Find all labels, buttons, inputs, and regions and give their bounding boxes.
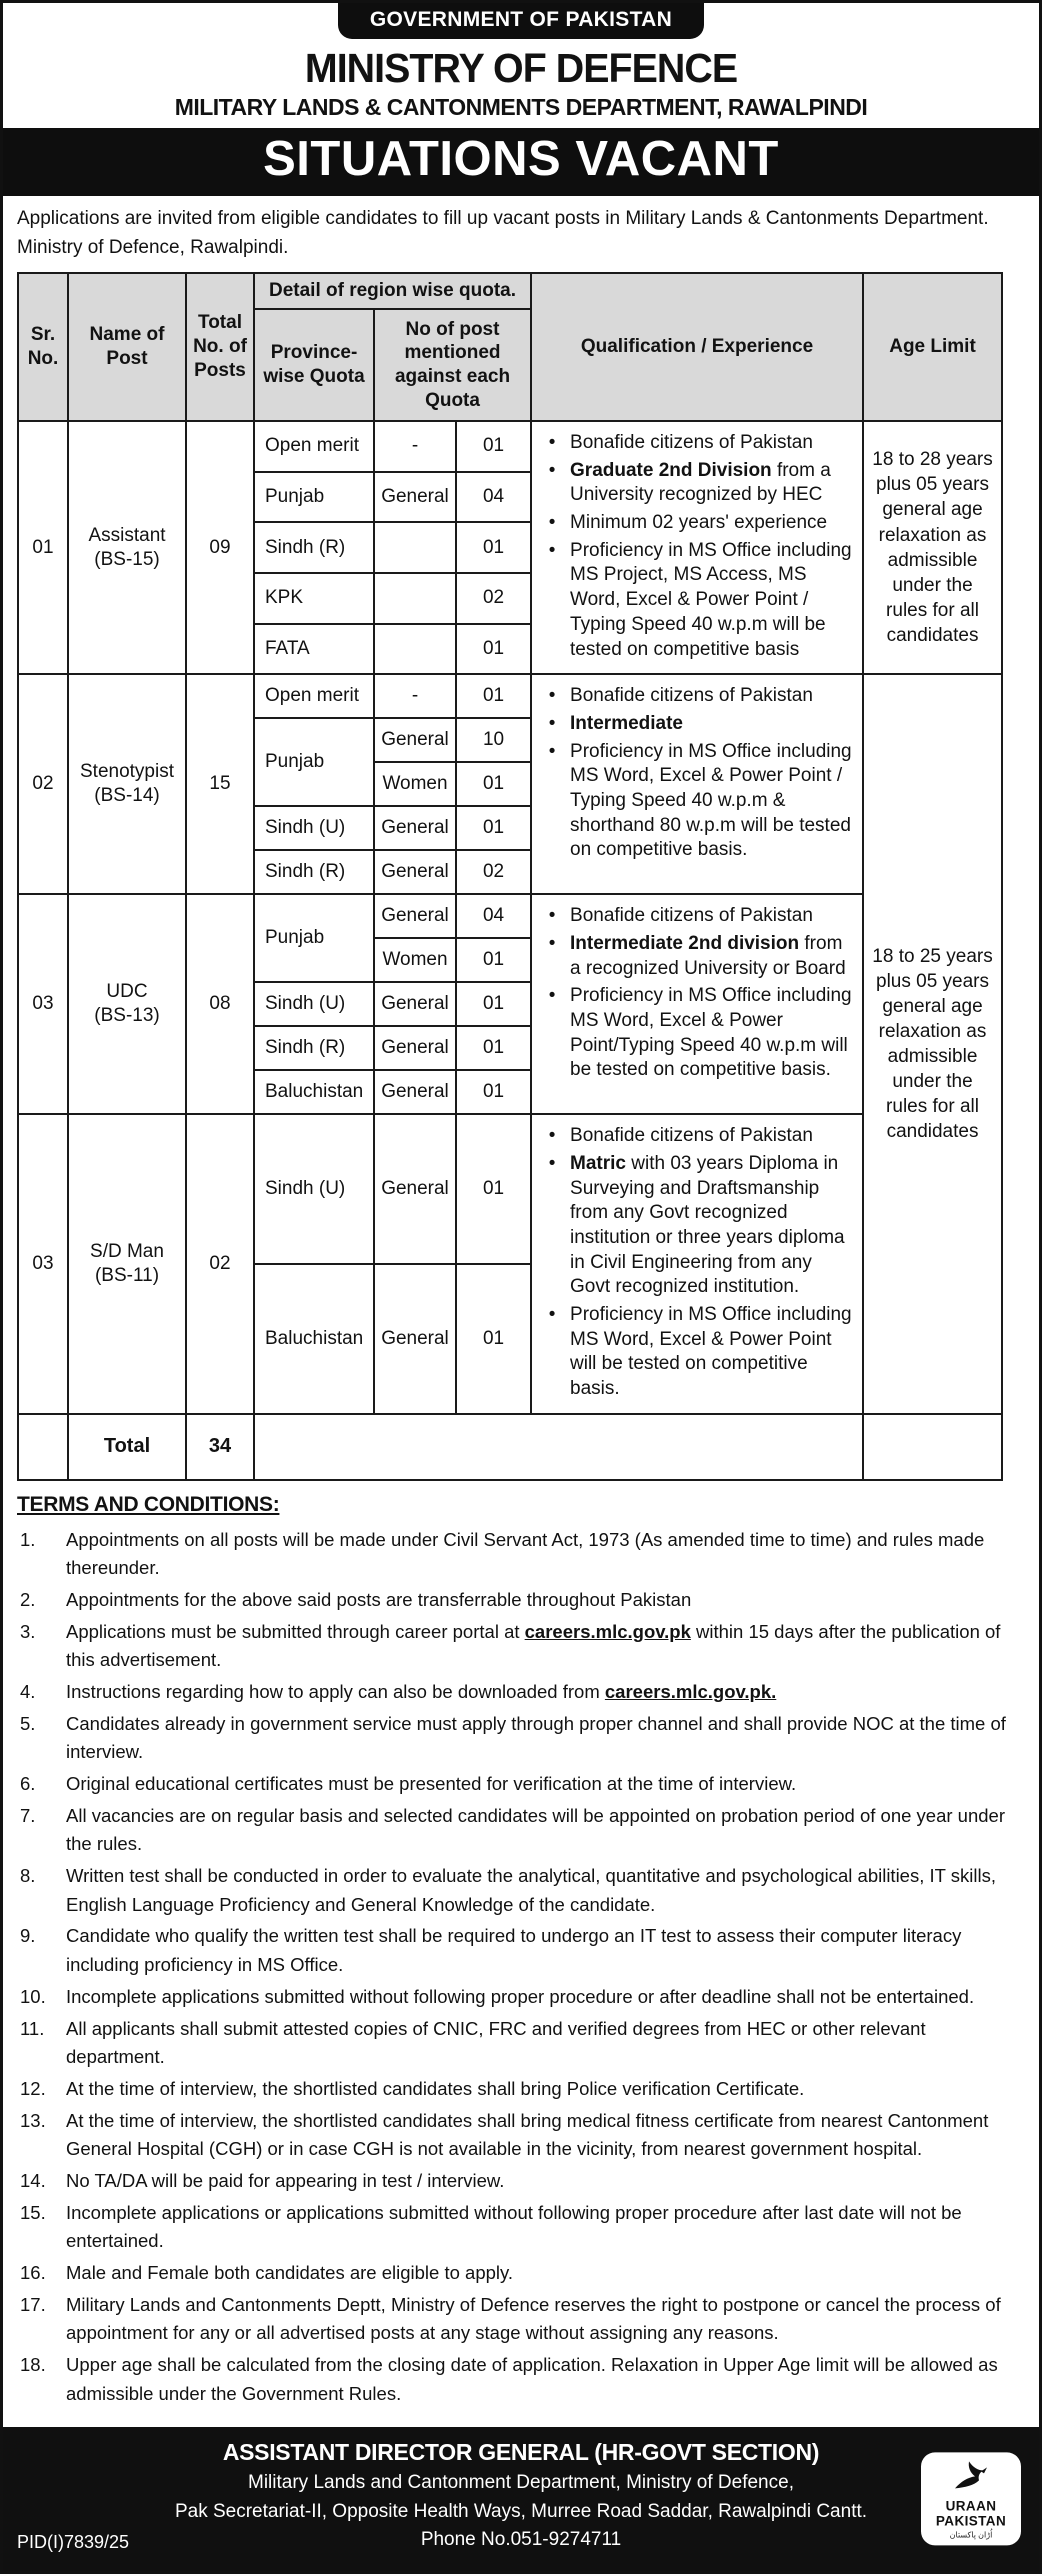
qualification-bullet bbox=[534, 1124, 858, 1149]
bullet-text bbox=[570, 984, 858, 1083]
quota-category-cell: General bbox=[374, 850, 456, 894]
bullet-icon: • bbox=[548, 512, 556, 534]
quota-row bbox=[18, 674, 1002, 718]
quota-category-cell: General bbox=[374, 472, 456, 523]
term-number: 5. bbox=[20, 1712, 36, 1734]
text-run: from a University recognized by HEC bbox=[570, 459, 831, 506]
text-run: from a recognized University or Board bbox=[570, 932, 846, 979]
quota-province-cell: Sindh (U) bbox=[254, 1114, 374, 1264]
bullet-text bbox=[570, 1152, 858, 1300]
text-run: Upper age shall be calculated from the closing date of application. Relaxation in Upper Age limit will be allowed as admissible under the Government Rules. bbox=[66, 2353, 998, 2404]
total-label-cell: Total bbox=[68, 1414, 186, 1480]
qualification-bullet bbox=[534, 1152, 858, 1300]
quota-province-cell: Baluchistan bbox=[254, 1070, 374, 1114]
text-run: At the time of interview, the shortlisted candidates shall bring medical fitness certificate from nearest Cantonment General Hospital (CGH) or in case CGH is not available in the vicinity, from nearest government hospital. bbox=[66, 2109, 989, 2160]
post-name-cell bbox=[68, 674, 186, 894]
quota-count-cell: 01 bbox=[456, 1264, 531, 1414]
quota-province-cell: Sindh (R) bbox=[254, 1026, 374, 1070]
qualification-bullet bbox=[534, 904, 858, 929]
text-run: Instructions regarding how to apply can also be downloaded from bbox=[66, 1681, 605, 1703]
quota-count-cell: 01 bbox=[456, 421, 531, 472]
sr-no-cell: 03 bbox=[18, 1114, 68, 1414]
footer-phone: Phone No.051-9274711 bbox=[420, 2529, 622, 2551]
col-header-province-quota: Province-wise Quota bbox=[254, 309, 374, 421]
total-row bbox=[18, 1414, 1002, 1480]
uraan-bird-icon bbox=[948, 2480, 994, 2497]
quota-count-cell: 01 bbox=[456, 1026, 531, 1070]
quota-province-cell: Open merit bbox=[254, 421, 374, 472]
quota-count-cell: 02 bbox=[456, 573, 531, 624]
quota-province-cell: Punjab bbox=[254, 894, 374, 982]
term-item bbox=[17, 1618, 1023, 1675]
text-run: Minimum 02 years' experience bbox=[570, 512, 828, 534]
text-run: Proficiency in MS Office including MS Word, Excel & Power Point / Typing Speed 40 w.p.m & shorthand 80 w.p.m will be tested on competitive basis. bbox=[570, 740, 852, 861]
term-item bbox=[17, 1922, 1023, 1979]
post-total-cell: 15 bbox=[186, 674, 254, 894]
term-number: 7. bbox=[20, 1804, 36, 1826]
bullet-text bbox=[570, 459, 858, 508]
quota-category-cell: General bbox=[374, 982, 456, 1026]
qualification-cell bbox=[531, 421, 863, 674]
quota-count-cell: 02 bbox=[456, 850, 531, 894]
bullet-icon: • bbox=[548, 932, 556, 954]
post-grade: (BS-14) bbox=[94, 785, 160, 807]
term-text bbox=[66, 2167, 1023, 2196]
quota-category-cell: General bbox=[374, 1114, 456, 1264]
post-name: Stenotypist bbox=[80, 761, 174, 783]
qualification-bullet bbox=[534, 984, 858, 1083]
age-limit-cell: 18 to 28 years plus 05 years general age relaxation as admissible under the rules for all candidates bbox=[863, 421, 1002, 674]
text-run: Incomplete applications or applications submitted without following proper procedure after last date will not be entertained. bbox=[66, 2201, 962, 2252]
quota-category-cell: General bbox=[374, 718, 456, 762]
term-item bbox=[17, 2107, 1023, 2164]
term-text bbox=[66, 1678, 1023, 1707]
col-header-name-of-post: Name of Post bbox=[68, 273, 186, 421]
bullet-icon: • bbox=[548, 685, 556, 707]
text-run: within 15 days after the publication of this advertisement. bbox=[66, 1620, 1001, 1671]
footer-address-line-1: Military Lands and Cantonment Department, Ministry of Defence, bbox=[248, 2472, 794, 2494]
col-header-quota-group: Detail of region wise quota. bbox=[254, 273, 531, 309]
text-run: Intermediate bbox=[570, 712, 683, 734]
quota-count-cell: 01 bbox=[456, 1114, 531, 1264]
term-item bbox=[17, 2351, 1023, 2408]
term-text bbox=[66, 2075, 1023, 2104]
term-text bbox=[66, 1862, 1023, 1919]
text-run: Bonafide citizens of Pakistan bbox=[570, 905, 813, 927]
term-item bbox=[17, 2167, 1023, 2196]
term-item bbox=[17, 1678, 1023, 1707]
text-run: All vacancies are on regular basis and selected candidates will be appointed on probation period of one year under the rules. bbox=[66, 1804, 1005, 1855]
term-number: 3. bbox=[20, 1620, 36, 1642]
term-text bbox=[66, 1983, 1023, 2012]
quota-count-cell: 01 bbox=[456, 938, 531, 982]
term-item bbox=[17, 2291, 1023, 2348]
quota-row bbox=[18, 894, 1002, 938]
text-run: No TA/DA will be paid for appearing in test / interview. bbox=[66, 2169, 505, 2191]
term-number: 12. bbox=[20, 2077, 46, 2099]
bullet-icon: • bbox=[548, 1152, 556, 1174]
vacancies-table-body bbox=[18, 421, 1002, 1480]
qualification-cell bbox=[531, 1114, 863, 1414]
text-run: Military Lands and Cantonments Deptt, Ministry of Defence reserves the right to postpone or cancel the process of appointment for any or all advertised posts at any stage without assigning any reasons. bbox=[66, 2293, 1001, 2344]
qualification-bullet bbox=[534, 511, 858, 536]
quota-province-cell: KPK bbox=[254, 573, 374, 624]
post-total-cell: 02 bbox=[186, 1114, 254, 1414]
quota-category-cell: General bbox=[374, 806, 456, 850]
qualification-cell bbox=[531, 894, 863, 1114]
quota-category-cell: - bbox=[374, 674, 456, 718]
quota-count-cell: 01 bbox=[456, 624, 531, 675]
text-run: Proficiency in MS Office including MS Word, Excel & Power Point/Typing Speed 40 w.p.m will be tested on competitive basis. bbox=[570, 985, 852, 1081]
term-text bbox=[66, 2199, 1023, 2256]
text-run: Bonafide citizens of Pakistan bbox=[570, 685, 813, 707]
term-text bbox=[66, 2351, 1023, 2408]
bullet-icon: • bbox=[548, 459, 556, 481]
qualification-bullet bbox=[534, 539, 858, 662]
term-number: 17. bbox=[20, 2293, 46, 2315]
quota-province-cell: Sindh (U) bbox=[254, 806, 374, 850]
text-run: Candidates already in government service must apply through proper channel and shall provide NOC at the time of interview. bbox=[66, 1712, 1006, 1763]
text-run: Original educational certificates must be presented for verification at the time of interview. bbox=[66, 1773, 797, 1795]
total-span-empty-cell bbox=[254, 1414, 863, 1480]
qualification-bullet bbox=[534, 712, 858, 737]
post-name: S/D Man bbox=[90, 1241, 164, 1263]
bullet-icon: • bbox=[548, 985, 556, 1007]
quota-category-cell: General bbox=[374, 1070, 456, 1114]
text-run: Male and Female both candidates are eligible to apply. bbox=[66, 2261, 514, 2283]
term-number: 6. bbox=[20, 1773, 36, 1795]
quota-province-cell: Punjab bbox=[254, 472, 374, 523]
quota-category-cell bbox=[374, 573, 456, 624]
term-text bbox=[66, 2259, 1023, 2288]
term-text bbox=[66, 1802, 1023, 1859]
text-run: Candidate who qualify the written test shall be required to undergo an IT test to assess their computer literacy including proficiency in MS Office. bbox=[66, 1925, 962, 1976]
term-item bbox=[17, 2259, 1023, 2288]
text-run: Proficiency in MS Office including MS Word, Excel & Power Point will be tested on competitive basis. bbox=[570, 1304, 852, 1400]
term-number: 1. bbox=[20, 1528, 36, 1550]
bullet-icon: • bbox=[548, 712, 556, 734]
footer-title: ASSISTANT DIRECTOR GENERAL (HR-GOVT SECTION) bbox=[222, 2439, 820, 2466]
sr-no-cell: 02 bbox=[18, 674, 68, 894]
term-text bbox=[66, 2291, 1023, 2348]
quota-province-cell: Sindh (R) bbox=[254, 522, 374, 573]
term-text bbox=[66, 2107, 1023, 2164]
uraan-logo-urdu-caption: اُڑان پاکستان bbox=[949, 2530, 993, 2540]
situations-vacant-banner: SITUATIONS VACANT bbox=[3, 128, 1039, 196]
bullet-text bbox=[570, 1124, 858, 1149]
post-name-cell bbox=[68, 421, 186, 674]
text-run: Incomplete applications submitted without following proper procedure or after deadline shall not be entertained. bbox=[66, 1985, 975, 2007]
col-header-qualification: Qualification / Experience bbox=[531, 273, 863, 421]
bullet-text bbox=[570, 740, 858, 863]
sr-no-cell: 01 bbox=[18, 421, 68, 674]
uraan-logo-title-1: URAAN bbox=[945, 2498, 997, 2514]
bullet-text bbox=[570, 431, 858, 456]
vacancies-table-header bbox=[18, 273, 1002, 421]
quota-category-cell: Women bbox=[374, 938, 456, 982]
quota-category-cell: General bbox=[374, 894, 456, 938]
intro-text: Applications are invited from eligible candidates to fill up vacant posts in Military Lands & Cantonments Department. Ministry of Defence, Rawalpindi. bbox=[17, 208, 989, 258]
footer-bar bbox=[3, 2427, 1039, 2571]
quota-count-cell: 01 bbox=[456, 806, 531, 850]
quota-category-cell: - bbox=[374, 421, 456, 472]
qualification-bullet bbox=[534, 740, 858, 863]
post-name-cell bbox=[68, 1114, 186, 1414]
post-total-cell: 08 bbox=[186, 894, 254, 1114]
quota-count-cell: 01 bbox=[456, 674, 531, 718]
quota-province-cell: FATA bbox=[254, 624, 374, 675]
term-number: 16. bbox=[20, 2261, 46, 2283]
term-text bbox=[66, 2015, 1023, 2072]
uraan-pakistan-logo bbox=[921, 2452, 1021, 2545]
text-run: Intermediate 2nd division bbox=[570, 932, 800, 954]
qualification-bullet bbox=[534, 459, 858, 508]
pid-number: PID(I)7839/25 bbox=[17, 2531, 130, 2552]
government-badge: GOVERNMENT OF PAKISTAN bbox=[338, 3, 704, 39]
post-name: UDC bbox=[106, 981, 148, 1003]
bullet-icon: • bbox=[548, 740, 556, 762]
term-number: 14. bbox=[20, 2169, 46, 2191]
col-header-posts-per-quota: No of post mentioned against each Quota bbox=[374, 309, 531, 421]
quota-row bbox=[18, 1114, 1002, 1264]
text-run: Bonafide citizens of Pakistan bbox=[570, 432, 813, 453]
text-run: Graduate 2nd Division bbox=[570, 459, 772, 481]
age-limit-cell: 18 to 25 years plus 05 years general age relaxation as admissible under the rules for all candidates bbox=[863, 674, 1002, 1414]
col-header-sr-no: Sr. No. bbox=[18, 273, 68, 421]
post-grade: (BS-13) bbox=[94, 1005, 160, 1027]
term-item bbox=[17, 2075, 1023, 2104]
terms-section bbox=[3, 1481, 1039, 2423]
bullet-text bbox=[570, 932, 858, 981]
quota-province-cell: Open merit bbox=[254, 674, 374, 718]
text-run: careers.mlc.gov.pk bbox=[524, 1620, 691, 1642]
terms-list bbox=[17, 1526, 1023, 2408]
quota-province-cell: Sindh (U) bbox=[254, 982, 374, 1026]
qualification-cell bbox=[531, 674, 863, 894]
quota-count-cell: 01 bbox=[456, 1070, 531, 1114]
post-grade: (BS-15) bbox=[94, 548, 160, 570]
term-text bbox=[66, 1770, 1023, 1799]
quota-count-cell: 10 bbox=[456, 718, 531, 762]
text-run: careers.mlc.gov.pk. bbox=[604, 1681, 777, 1703]
quota-province-cell: Baluchistan bbox=[254, 1264, 374, 1414]
quota-category-cell: Women bbox=[374, 762, 456, 806]
term-text bbox=[66, 1526, 1023, 1583]
quota-category-cell bbox=[374, 624, 456, 675]
term-number: 10. bbox=[20, 1985, 46, 2007]
bullet-text bbox=[570, 511, 858, 536]
qualification-bullet bbox=[534, 431, 858, 456]
text-run: Proficiency in MS Office including MS Project, MS Access, MS Word, Excel & Power Point / Typing Speed 40 w.p.m will be tested on competitive basis bbox=[570, 539, 852, 660]
bullet-text bbox=[570, 904, 858, 929]
term-number: 4. bbox=[20, 1681, 36, 1703]
bullet-icon: • bbox=[548, 1304, 556, 1325]
text-run: Appointments on all posts will be made under Civil Servant Act, 1973 (As amended time to time) and rules made thereunder. bbox=[66, 1528, 985, 1579]
term-number: 2. bbox=[20, 1589, 36, 1611]
quota-count-cell: 01 bbox=[456, 522, 531, 573]
quota-category-cell bbox=[374, 522, 456, 573]
quota-count-cell: 04 bbox=[456, 894, 531, 938]
uraan-logo-title-2: PAKISTAN bbox=[935, 2513, 1007, 2529]
qualification-bullet bbox=[534, 1303, 858, 1402]
term-number: 13. bbox=[20, 2109, 46, 2131]
text-run: with 03 years Diploma in Surveying and Draftsmanship from any Govt recognized institution or three years diploma in Civil Engineering from any Govt recognized institution. bbox=[570, 1152, 845, 1298]
term-number: 15. bbox=[20, 2201, 46, 2223]
text-run: At the time of interview, the shortlisted candidates shall bring Police verification Certificate. bbox=[66, 2077, 805, 2099]
term-text bbox=[66, 1618, 1023, 1675]
col-header-total-posts: Total No. of Posts bbox=[186, 273, 254, 421]
term-number: 8. bbox=[20, 1865, 36, 1887]
term-item bbox=[17, 2199, 1023, 2256]
col-header-age-limit: Age Limit bbox=[863, 273, 1002, 421]
footer-address-line-2: Pak Secretariat-II, Opposite Health Ways, Murree Road Saddar, Rawalpindi Cantt. bbox=[174, 2500, 868, 2522]
term-item bbox=[17, 1802, 1023, 1859]
term-text bbox=[66, 1710, 1023, 1767]
qualification-bullet bbox=[534, 932, 858, 981]
text-run: Appointments for the above said posts are transferrable throughout Pakistan bbox=[66, 1589, 692, 1611]
quota-category-cell: General bbox=[374, 1026, 456, 1070]
term-number: 11. bbox=[20, 2017, 45, 2039]
quota-count-cell: 01 bbox=[456, 982, 531, 1026]
bullet-icon: • bbox=[548, 432, 556, 453]
term-number: 9. bbox=[20, 1925, 36, 1947]
quota-count-cell: 04 bbox=[456, 472, 531, 523]
total-sr-empty-cell bbox=[18, 1414, 68, 1480]
vacancies-table bbox=[17, 272, 1003, 1481]
sr-no-cell: 03 bbox=[18, 894, 68, 1114]
term-item bbox=[17, 1983, 1023, 2012]
total-age-empty-cell bbox=[863, 1414, 1002, 1480]
post-grade: (BS-11) bbox=[94, 1264, 160, 1286]
ministry-title: MINISTRY OF DEFENCE bbox=[304, 45, 738, 91]
bullet-text bbox=[570, 539, 858, 662]
term-text bbox=[66, 1922, 1023, 1979]
term-item bbox=[17, 1710, 1023, 1767]
quota-province-cell: Sindh (R) bbox=[254, 850, 374, 894]
bullet-icon: • bbox=[548, 1125, 556, 1147]
quota-row bbox=[18, 421, 1002, 472]
text-run: All applicants shall submit attested copies of CNIC, FRC and verified degrees from HEC or other relevant department. bbox=[66, 2017, 926, 2068]
text-run: Matric bbox=[570, 1152, 626, 1174]
bullet-text bbox=[570, 684, 858, 709]
quota-category-cell: General bbox=[374, 1264, 456, 1414]
terms-title: TERMS AND CONDITIONS: bbox=[17, 1492, 280, 1516]
bullet-icon: • bbox=[548, 539, 556, 561]
department-title: MILITARY LANDS & CANTONMENTS DEPARTMENT, RAWALPINDI bbox=[174, 94, 868, 120]
term-text bbox=[66, 1586, 1023, 1615]
text-run: Written test shall be conducted in order to evaluate the analytical, quantitative and psychological abilities, IT skills, English Language Proficiency and General Knowledge of the candidate. bbox=[66, 1865, 996, 1915]
post-total-cell: 09 bbox=[186, 421, 254, 674]
term-item bbox=[17, 2015, 1023, 2072]
term-item bbox=[17, 1862, 1023, 1919]
post-name-cell bbox=[68, 894, 186, 1114]
term-item bbox=[17, 1526, 1023, 1583]
post-name: Assistant bbox=[88, 524, 166, 546]
bullet-icon: • bbox=[548, 905, 556, 927]
term-number: 18. bbox=[20, 2353, 46, 2375]
text-run: Bonafide citizens of Pakistan bbox=[570, 1125, 813, 1147]
qualification-bullet bbox=[534, 684, 858, 709]
bullet-text bbox=[570, 1303, 858, 1402]
bullet-text bbox=[570, 712, 858, 737]
term-item bbox=[17, 1770, 1023, 1799]
quota-count-cell: 01 bbox=[456, 762, 531, 806]
quota-province-cell: Punjab bbox=[254, 718, 374, 806]
term-item bbox=[17, 1586, 1023, 1615]
text-run: Applications must be submitted through career portal at bbox=[66, 1620, 525, 1642]
total-value-cell: 34 bbox=[186, 1414, 254, 1480]
